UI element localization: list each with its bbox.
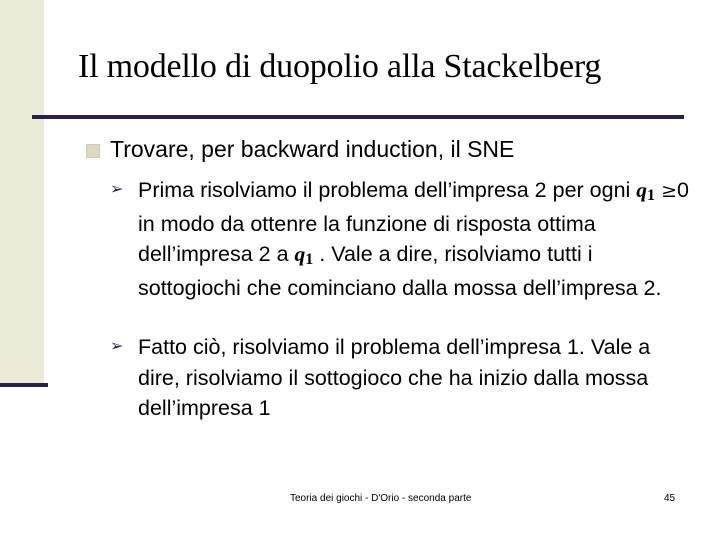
variable-q: q (636, 178, 648, 202)
title-underline (32, 115, 684, 119)
slide-title: Il modello di duopolio alla Stackelberg (78, 48, 602, 85)
page-number: 45 (664, 493, 676, 504)
arrow-bullet-icon: ➢ (110, 338, 124, 355)
slide-footer: Teoria dei giochi - D'Orio - seconda parte (290, 493, 472, 504)
variable-q: q (294, 242, 306, 266)
arrow-bullet-icon: ➢ (110, 181, 124, 198)
sub-bullet-1-part-3: . Vale a dire, risolviamo tutti i sottogiochi che cominciano dalla mossa dell’impresa 2. (138, 242, 662, 300)
geq-symbol: ≥ (655, 180, 677, 202)
sub-bullet-1-part-1: Prima risolviamo il problema dell’impresa 2 per ogni (138, 178, 637, 202)
sub-bullet-2-text: Fatto ciò, risolviamo il problema dell’impresa 1. Vale a dire, risolviamo il sottogioco che ha inizio dalla mossa dell’impresa 1 (138, 335, 651, 420)
variable-q-index: 1 (305, 251, 314, 268)
main-bullet-text: Trovare, per backward induction, il SNE (110, 136, 515, 162)
sub-bullet-2 (110, 332, 690, 424)
sub-bullet-1 (110, 175, 690, 303)
decorative-sidebar (0, 0, 44, 385)
square-bullet-icon (86, 144, 100, 158)
sidebar-accent-line (0, 383, 48, 387)
sub-bullet-1-part-2: 0 in modo da ottenre la funzione di risposta ottima dell’impresa 2 a (138, 178, 689, 266)
sub-bullet-1-text (138, 175, 690, 303)
variable-q-index: 1 (647, 187, 656, 204)
main-bullet (86, 136, 514, 163)
